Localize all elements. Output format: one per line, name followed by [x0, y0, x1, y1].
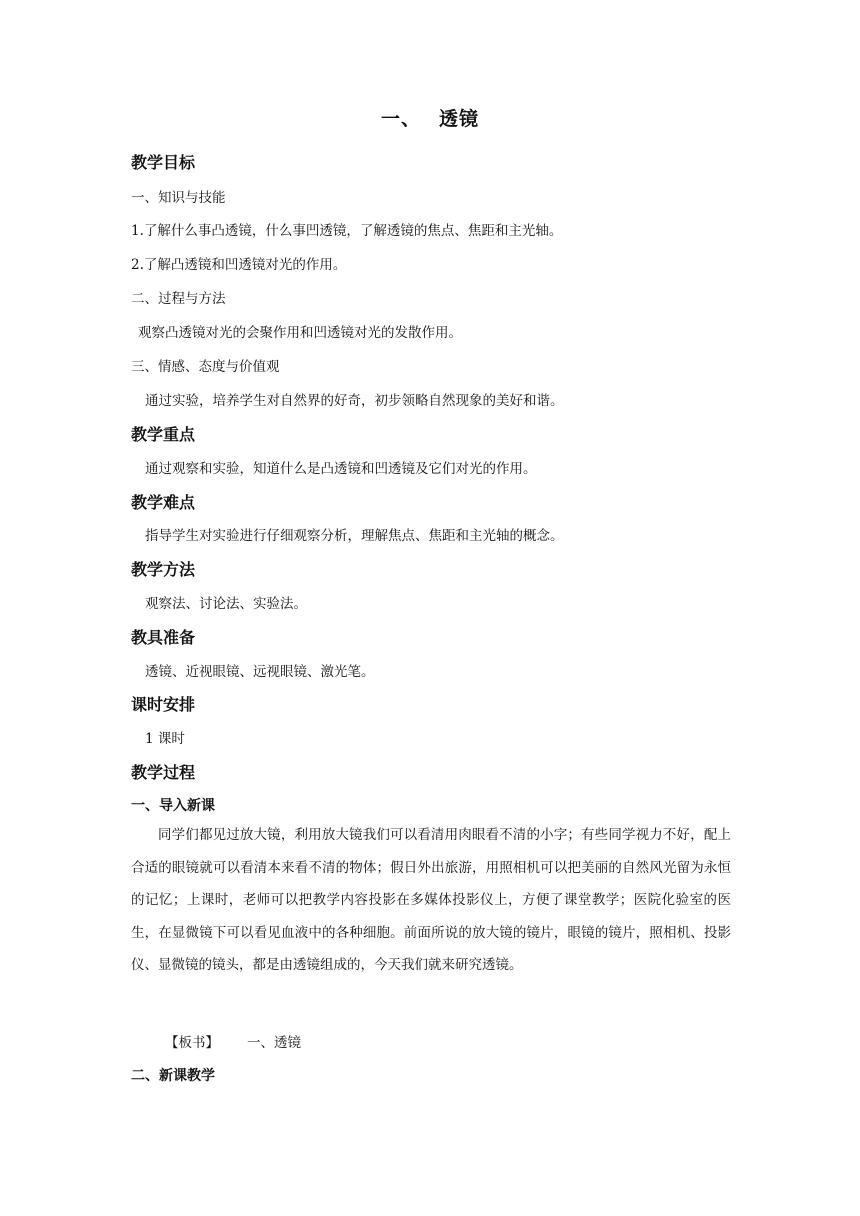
teaching-tools-text: 透镜、近视眼镜、远视眼镜、激光笔。: [145, 664, 375, 680]
goal-item-2: 2.了解凸透镜和凹透镜对光的作用。: [131, 257, 347, 273]
heading-key-points: 教学重点: [131, 425, 196, 444]
teaching-methods-text: 观察法、讨论法、实验法。: [145, 596, 307, 612]
goal-item-1: 1.了解什么事凸透镜，什么事凹透镜，了解透镜的焦点、焦距和主光轴。: [131, 223, 563, 239]
schedule-text: 1 课时: [145, 731, 185, 747]
introduction-paragraph: 同学们都见过放大镜，利用放大镜我们可以看清用肉眼看不清的小字；有些同学视力不好，配上合适的眼镜就可以看清本来看不清的物体；假日外出旅游，用照相机可以把美丽的自然风光留为永恒的记忆；上课时，老师可以把教学内容投影在多媒体投影仪上，方便了课堂教学；医院化验室的医生，在显微镜下可以看见血液中的各种细胞。前面所说的放大镜的镜片，眼镜的镜片，照相机、投影仪、显微镜的镜头，都是由透镜组成的，今天我们就来研究透镜。: [131, 827, 731, 974]
heading-schedule: 课时安排: [131, 695, 196, 714]
subheading-knowledge-skills: 一、知识与技能: [131, 190, 226, 206]
document-title: [0, 104, 860, 131]
goal-item-3: 观察凸透镜对光的会聚作用和凹透镜对光的发散作用。: [138, 325, 462, 341]
blackboard-note: [165, 1031, 301, 1051]
board-label: 【板书】: [165, 1035, 219, 1051]
subheading-introduction: 一、导入新课: [131, 798, 215, 814]
goal-item-4: 通过实验，培养学生对自然界的好奇，初步领略自然现象的美好和谐。: [145, 393, 564, 409]
heading-teaching-methods: 教学方法: [131, 560, 196, 579]
title-text: 透镜: [439, 108, 480, 130]
heading-teaching-tools: 教具准备: [131, 628, 196, 647]
heading-difficult-points: 教学难点: [131, 493, 196, 512]
board-text: 一、透镜: [247, 1035, 301, 1051]
subheading-new-lesson: 二、新课教学: [131, 1068, 215, 1084]
heading-teaching-process: 教学过程: [131, 763, 196, 782]
difficult-points-text: 指导学生对实验进行仔细观察分析，理解焦点、焦距和主光轴的概念。: [145, 528, 564, 544]
key-points-text: 通过观察和实验，知道什么是凸透镜和凹透镜及它们对光的作用。: [145, 461, 537, 477]
subheading-attitude-values: 三、情感、态度与价值观: [131, 359, 280, 375]
title-number: 一、: [380, 108, 421, 130]
heading-teaching-goals: 教学目标: [131, 153, 196, 172]
subheading-process-method: 二、过程与方法: [131, 291, 226, 307]
